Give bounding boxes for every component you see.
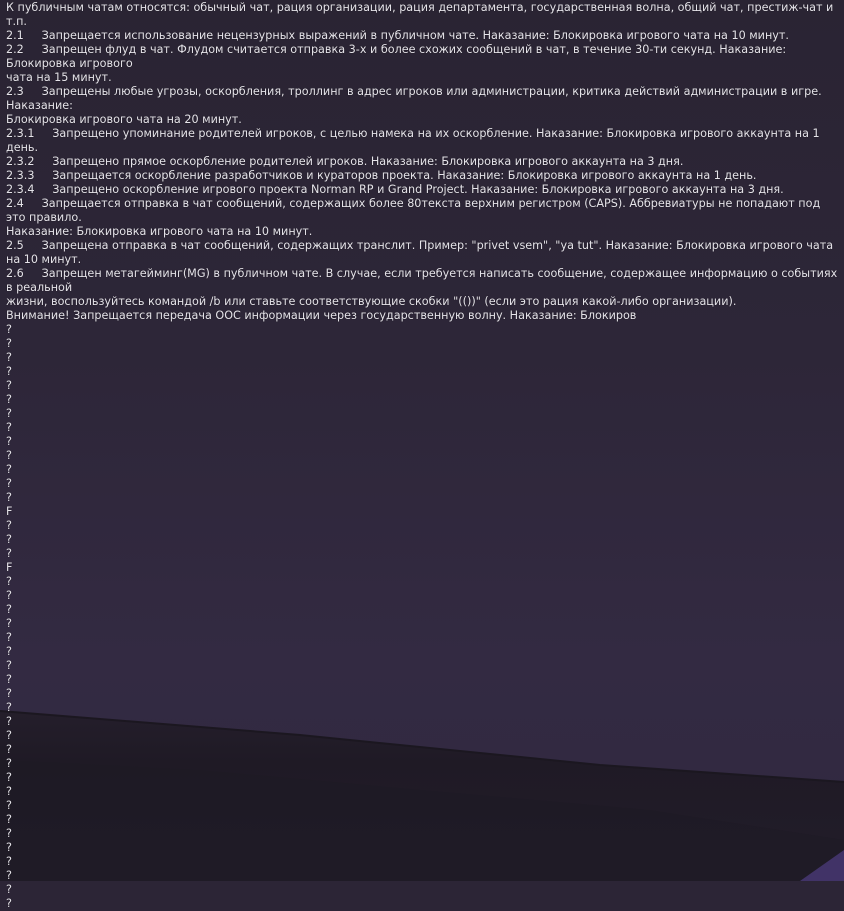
chat-line: 2.3 Запрещены любые угрозы, оскорбления, троллинг в адрес игроков или администрации, критика действий администрации в игре. Наказание:	[6, 85, 826, 112]
chat-line: ?	[6, 603, 12, 616]
chat-line: ?	[6, 407, 12, 420]
chat-line: ?	[6, 491, 12, 504]
chat-line: ?	[6, 435, 12, 448]
chat-line: 2.2 Запрещен флуд в чат. Флудом считается отправка 3-х и более схожих сообщений в чат, в течение 30-ти секунд. Наказание: Блокировка игрового	[6, 43, 790, 70]
chat-line: 2.4 Запрещается отправка в чат сообщений, содержащих более 80текста верхним регистром (CAPS). Аббревиатуры не попадают под это правило.	[6, 197, 824, 224]
chat-line: ?	[6, 393, 12, 406]
chat-line: 2.3.2 Запрещено прямое оскорбление родителей игроков. Наказание: Блокировка игрового аккаунта на 3 дня.	[6, 155, 684, 168]
chat-line: ?	[6, 673, 12, 686]
chat-line: Наказание: Блокировка игрового чата на 10 минут.	[6, 225, 313, 238]
chat-line: 2.1 Запрещается использование нецензурных выражений в публичном чате. Наказание: Блокировка игрового чата на 10 минут.	[6, 29, 789, 42]
chat-line: Блокировка игрового чата на 20 минут.	[6, 113, 242, 126]
chat-line: 2.5 Запрещена отправка в чат сообщений, содержащих транслит. Пример: "privet vsem", "ya tut". Наказание: Блокировка игрового чата на 10 минут.	[6, 239, 837, 266]
chat-line: ?	[6, 841, 12, 854]
chat-line: ?	[6, 351, 12, 364]
chat-line: ?	[6, 855, 12, 868]
chat-line: ?	[6, 547, 12, 560]
chat-line: 2.3.4 Запрещено оскорбление игрового проекта Norman RP и Grand Project. Наказание: Блокировка игрового аккаунта на 3 дня.	[6, 183, 784, 196]
chat-line: ?	[6, 659, 12, 672]
chat-line: ?	[6, 757, 12, 770]
chat-line: 2.3.3 Запрещается оскорбление разработчиков и кураторов проекта. Наказание: Блокировка игрового аккаунта на 1 день.	[6, 169, 757, 182]
chat-line: ?	[6, 785, 12, 798]
chat-line: F	[6, 505, 13, 518]
chat-line: ?	[6, 477, 12, 490]
chat-line: ?	[6, 337, 12, 350]
chat-line: F	[6, 561, 13, 574]
chat-line: жизни, воспользуйтесь командой /b или ставьте соответствующие скобки "(())" (если это рация какой-либо организации).	[6, 295, 737, 308]
chat-line: ?	[6, 743, 12, 756]
chat-line: ?	[6, 519, 12, 532]
chat-line: ?	[6, 687, 12, 700]
chat-line: ?	[6, 729, 12, 742]
chat-line: 2.6 Запрещен метагейминг(MG) в публичном чате. В случае, если требуется написать сообщение, содержащее информацию о событиях в реальной	[6, 267, 841, 294]
chat-line: ?	[6, 771, 12, 784]
chat-line: К публичным чатам относятся: обычный чат, рация организации, рация департамента, государственная волна, общий чат, престиж-чат и т.п.	[6, 1, 837, 28]
chat-line: ?	[6, 897, 12, 910]
chat-line: ?	[6, 617, 12, 630]
chat-line: ?	[6, 589, 12, 602]
chat-log	[6, 1, 840, 911]
chat-line: ?	[6, 421, 12, 434]
chat-line: ?	[6, 701, 12, 714]
chat-line: ?	[6, 575, 12, 588]
chat-line: ?	[6, 715, 12, 728]
chat-line: ?	[6, 813, 12, 826]
chat-line: ?	[6, 365, 12, 378]
chat-line: ?	[6, 827, 12, 840]
chat-line: чата на 15 минут.	[6, 71, 112, 84]
chat-line: 2.3.1 Запрещено упоминание родителей игроков, с целью намека на их оскорбление. Наказание: Блокировка игрового аккаунта на 1 день.	[6, 127, 824, 154]
chat-line: ?	[6, 533, 12, 546]
chat-line: ?	[6, 799, 12, 812]
chat-line: ?	[6, 883, 12, 896]
chat-line: ?	[6, 323, 12, 336]
chat-line: ?	[6, 379, 12, 392]
chat-line: ?	[6, 869, 12, 882]
chat-line: ?	[6, 449, 12, 462]
chat-line: ?	[6, 463, 12, 476]
chat-line: Внимание! Запрещается передача ООС информации через государственную волну. Наказание: Блокиров	[6, 309, 637, 322]
chat-line: ?	[6, 645, 12, 658]
chat-line: ?	[6, 631, 12, 644]
